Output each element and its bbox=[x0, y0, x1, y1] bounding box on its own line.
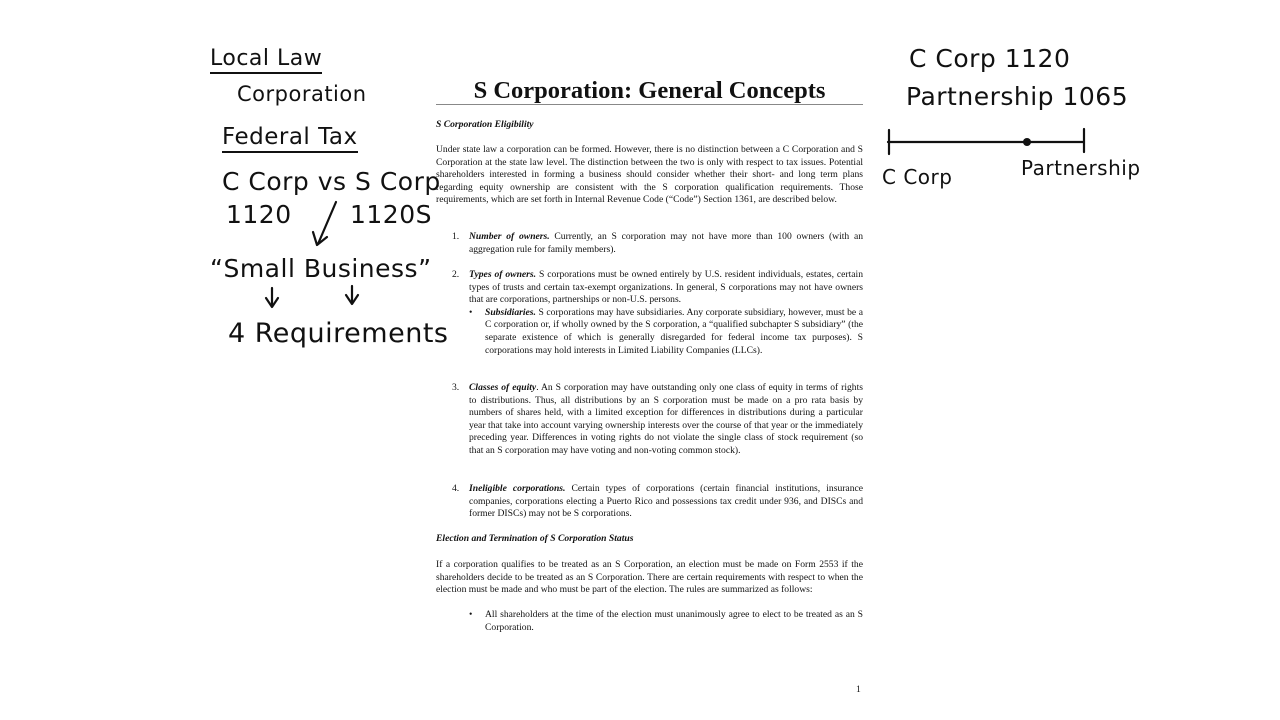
note-partnership-1065: Partnership 1065 bbox=[906, 82, 1129, 111]
document-title: S Corporation: General Concepts bbox=[473, 77, 826, 104]
list-item-text: Certain types of corporations (certain financial institutions, insurance companies, corporations electing a Puerto Rico and possessions tax credit under 936, and DISCs and former DISCs) may not be S corporations. bbox=[469, 483, 864, 520]
bullet-dot: • bbox=[469, 306, 473, 318]
list-item-lead: Classes of equity bbox=[469, 382, 537, 393]
list-item-text: . An S corporation may have outstanding only one class of equity in terms of rights to distributions. Thus, all distributions by an S corporation must be made on a pro rata basis by numbers of shares held, with a limited exception for differences in distributions during a particular year that take into account varying ownership interests over the course of that year or the immediately preceding year. Differences in voting rights do not violate the single class of stock requirement (so that an S corporation may have voting and non-voting common stock). bbox=[469, 382, 863, 456]
note-c-corp-1120: C Corp 1120 bbox=[909, 44, 1071, 73]
note-federal-tax: Federal Tax bbox=[222, 124, 358, 153]
scale-marker-dot bbox=[1023, 138, 1031, 146]
subsidiaries-text: S corporations may have subsidiaries. Any corporate subsidiary, however, must be a C corporation or, if wholly owned by the S corporation, a “qualified subchapter S subsidiary” (the separate existence of which is generally disregarded for federal income tax purposes). S corporations may hold interests in Limited Liability Companies (LLCs). bbox=[485, 306, 863, 356]
list-number: 3. bbox=[452, 382, 460, 393]
scale-label-c-corp: C Corp bbox=[882, 165, 953, 189]
note-form-1120: 1120 bbox=[226, 200, 292, 229]
list-item-lead: Ineligible corporations. bbox=[469, 483, 566, 494]
list-item-lead: Number of owners. bbox=[469, 231, 550, 242]
bullet-dot: • bbox=[469, 609, 473, 620]
note-form-1120s: 1120S bbox=[350, 200, 432, 229]
list-item-lead: Types of owners. bbox=[469, 269, 537, 280]
note-small-business: “Small Business” bbox=[210, 254, 432, 283]
list-item-text: S corporations must be owned entirely by U.S. resident individuals, estates, certain types of trusts and certain tax-exempt organizations. In general, S corporations may not have owners that are corporations, partnerships or non-U.S. persons. bbox=[469, 269, 863, 306]
election-paragraph: If a corporation qualifies to be treated as an S Corporation, an election must be made on Form 2553 if the shareholders decide to be treated as an S Corporation. There are certain requirements with respect to when the election must be made and who must be part of the election. The rules are summarized as follows: bbox=[436, 559, 863, 596]
section-heading-election: Election and Termination of S Corporation Status bbox=[436, 533, 634, 544]
list-number: 1. bbox=[452, 231, 460, 242]
subsidiaries-lead: Subsidiaries. bbox=[485, 306, 536, 318]
note-local-law: Local Law bbox=[210, 46, 322, 74]
list-number: 2. bbox=[452, 269, 460, 280]
section-heading-eligibility: S Corporation Eligibility bbox=[436, 119, 534, 130]
bullet-item-text: All shareholders at the time of the election must unanimously agree to elect to be treated as an S Corporation. bbox=[485, 609, 863, 633]
list-item-text: Currently, an S corporation may not have more than 100 owners (with an aggregation rule for family members). bbox=[469, 231, 863, 255]
note-corporation: Corporation bbox=[237, 82, 367, 106]
note-four-requirements: 4 Requirements bbox=[228, 318, 449, 349]
scale-label-partnership: Partnership bbox=[1021, 156, 1141, 180]
eligibility-paragraph: Under state law a corporation can be formed. However, there is no distinction between a C Corporation and S Corporation at the state law level. The distinction between the two is only with respect to tax issues. Potential shareholders interested in forming a business should consider whether their short- and long term plans regarding equity ownership are consistent with the S corporation qualification requirements. Those requirements, which are set forth in Internal Revenue Code (“Code”) Section 1361, are described below. bbox=[436, 144, 863, 206]
list-number: 4. bbox=[452, 483, 460, 494]
note-c-corp-vs-s-corp: C Corp vs S Corp bbox=[222, 167, 441, 196]
page-number: 1 bbox=[856, 684, 861, 695]
